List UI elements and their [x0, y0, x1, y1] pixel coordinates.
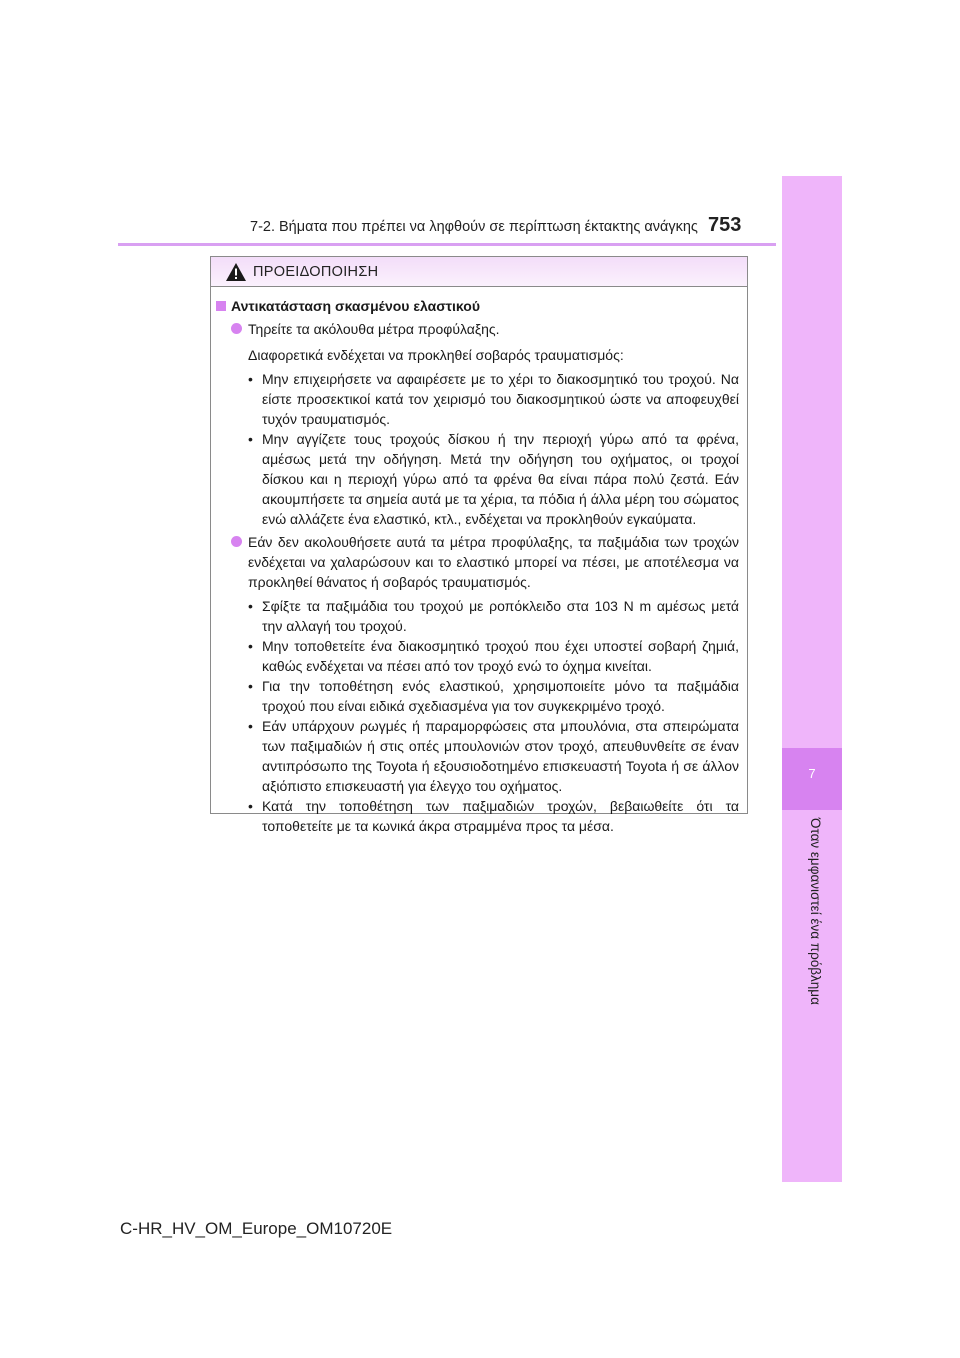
list-item: • Μην αγγίζετε τους τροχούς δίσκου ή την περιοχή γύρω από τα φρένα, αμέσως μετά την οδήγηση. Μετά την οδήγηση του οχήματος, οι τροχοί δίσκου και η περιοχή γύρω από τα φρένα θα είναι πάρα πολύ ζεστά. Εάν ακουμπήσετε τα σημεία αυτά με τα χέρια, τα πόδια ή άλλα μέρη του σώματος ενώ αλλάζετε ένα ελαστικό, κτλ., ενδέχεται να προκληθούν εγκαύματα. [248, 429, 739, 529]
warning-title: ΠΡΟΕΙΔΟΠΟΙΗΣΗ [253, 263, 379, 280]
section-heading [216, 296, 739, 316]
warning-item-text: Τηρείτε τα ακόλουθα μέτρα προφύλαξης. [248, 321, 500, 337]
warning-box [210, 256, 748, 834]
list-item: • Για την τοποθέτηση ενός ελαστικού, χρησιμοποιείτε μόνο τα παξιμάδια τροχού που είναι ειδικά σχεδιασμένα για τον συγκεκριμένο τροχό. [248, 676, 739, 716]
bullet-list [216, 596, 739, 836]
list-item: • Σφίξτε τα παξιμάδια του τροχού με ροπόκλειδο στα 103 N m αμέσως μετά την αλλαγή του τροχού. [248, 596, 739, 636]
warning-item-intro: Διαφορετικά ενδέχεται να προκληθεί σοβαρός τραυματισμός: [248, 347, 624, 363]
bullet-list [216, 369, 739, 529]
list-item: • Μην τοποθετείτε ένα διακοσμητικό τροχού που έχει υποστεί σοβαρή ζημιά, καθώς ενδέχεται να πέσει από τον τροχό ενώ το όχημα κινείται. [248, 636, 739, 676]
warning-triangle-icon [225, 262, 247, 282]
warning-body [211, 287, 747, 836]
warning-item [216, 532, 739, 592]
list-item: • Εάν υπάρχουν ρωγμές ή παραμορφώσεις στα μπουλόνια, στα σπειρώματα των παξιμαδιών ή στις οπές μπουλονιών στον τροχό, απευθυνθείτε σε έναν αντιπρόσωπο της Toyota ή εξουσιοδοτημένο επισκευαστή Toyota ή σε άλλον αξιόπιστο επισκευαστή για έλεγχο του οχήματος. [248, 716, 739, 796]
circle-bullet-icon [231, 323, 242, 334]
circle-bullet-icon [231, 536, 242, 547]
section-header-title: 7-2. Βήματα που πρέπει να ληφθούν σε περίπτωση έκτακτης ανάγκης [250, 219, 698, 235]
square-bullet-icon [216, 301, 226, 311]
page-number: 753 [708, 214, 742, 236]
warning-header [211, 257, 747, 287]
header-divider [118, 243, 776, 246]
list-item: • Μην επιχειρήσετε να αφαιρέσετε με το χέρι το διακοσμητικό του τροχού. Να είστε προσεκτικοί κατά τον χειρισμό του διακοσμητικού ώστε να αποφευχθεί τυχόν τραυματισμός. [248, 369, 739, 429]
warning-item-text: Εάν δεν ακολουθήσετε αυτά τα μέτρα προφύλαξης, τα παξιμάδια των τροχών ενδέχεται να χαλαρώσουν και το ελαστικό μπορεί να πέσει, με αποτέλεσμα να προκληθεί θάνατος ή σοβαρός τραυματισμός. [248, 534, 739, 590]
chapter-number: 7 [808, 766, 816, 781]
warning-item [216, 319, 739, 339]
list-item: • Κατά την τοποθέτηση των παξιμαδιών τροχών, βεβαιωθείτε ότι τα τοποθετείτε με τα κωνικά άκρα στραμμένα προς τα μέσα. [248, 796, 739, 836]
document-code: C-HR_HV_OM_Europe_OM10720E [120, 1219, 393, 1238]
section-heading-text: Αντικατάσταση σκασμένου ελαστικού [231, 298, 480, 314]
chapter-title: Όταν εμφανιστεί ένα πρόβλημα [808, 818, 823, 1005]
